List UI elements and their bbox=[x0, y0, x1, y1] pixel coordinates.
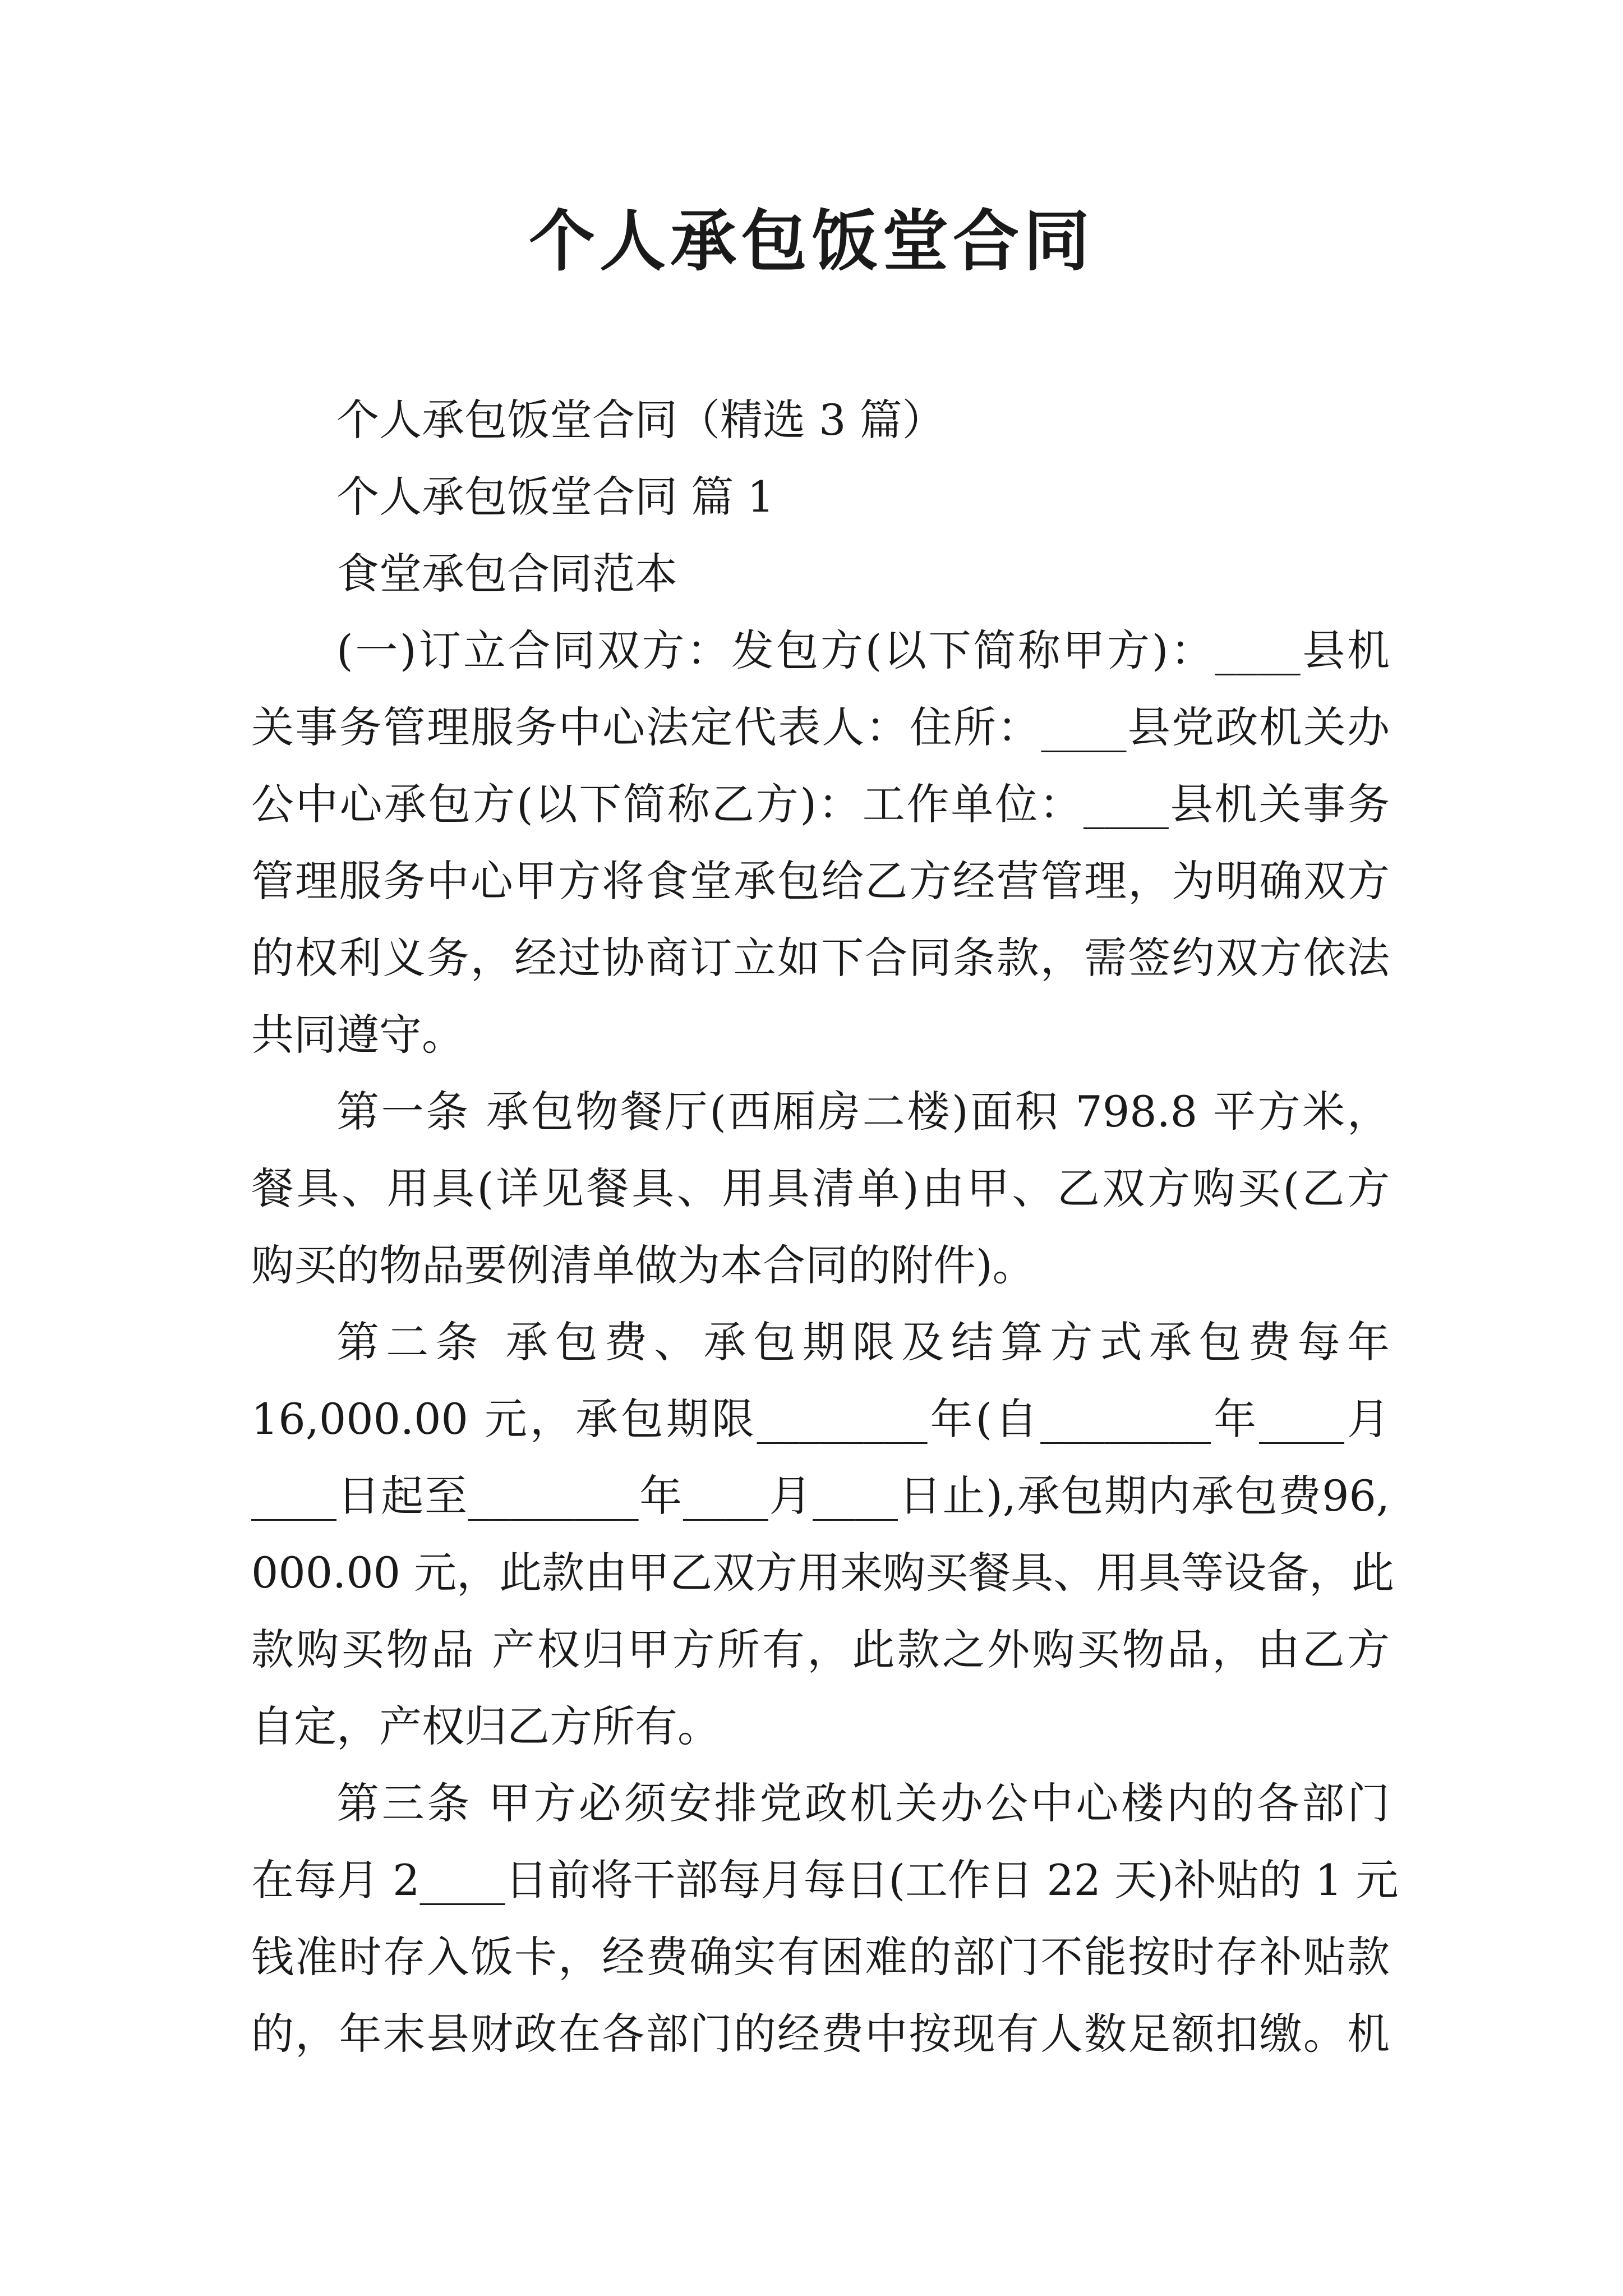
text-line: 购买的物品要例清单做为本合同的附件)。 bbox=[251, 1240, 1035, 1290]
text-line: 自定，产权归乙方所有。 bbox=[251, 1701, 720, 1751]
text-line: 餐具、用具(详见餐具、用具清单)由甲、乙双方购买(乙方 bbox=[251, 1163, 1390, 1213]
text-line: ____日起至________年____月____日止),承包期内承包费96, bbox=[251, 1471, 1390, 1521]
text-line: 共同遵守。 bbox=[251, 1010, 464, 1060]
text-line: 款购买物品 产权归甲方所有，此款之外购买物品，由乙方 bbox=[251, 1625, 1390, 1674]
document-title: 个人承包饭堂合同 bbox=[528, 202, 1094, 280]
text-line: 公中心承包方(以下简称乙方)：工作单位：____县机关事务 bbox=[251, 779, 1390, 829]
text-line: 的，年末县财政在各部门的经费中按现有人数足额扣缴。机 bbox=[251, 2009, 1390, 2059]
text-line: 关事务管理服务中心法定代表人：住所：____县党政机关办 bbox=[251, 702, 1390, 752]
text-line: 第一条 承包物餐厅(西厢房二楼)面积 798.8 平方米， bbox=[336, 1087, 1390, 1137]
text-line: 管理服务中心甲方将食堂承包给乙方经营管理，为明确双方 bbox=[251, 856, 1390, 906]
text-line: 000.00 元，此款由甲乙双方用来购买餐具、用具等设备，此 bbox=[251, 1548, 1395, 1598]
document-body bbox=[251, 381, 1399, 2072]
text-line: (一)订立合同双方：发包方(以下简称甲方)：____县机 bbox=[336, 625, 1390, 675]
text-line: 钱准时存入饭卡，经费确实有困难的部门不能按时存补贴款 bbox=[251, 1932, 1390, 1982]
text-line: 第三条 甲方必须安排党政机关办公中心楼内的各部门 bbox=[336, 1778, 1390, 1828]
text-line: 食堂承包合同范本 bbox=[336, 549, 677, 599]
text-line: 个人承包饭堂合同（精选 3 篇） bbox=[336, 395, 945, 445]
text-line: 16,000.00 元，承包期限________年(自________年____月 bbox=[251, 1394, 1390, 1444]
text-line: 的权利义务，经过协商订立如下合同条款，需签约双方依法 bbox=[251, 933, 1390, 983]
text-line: 个人承包饭堂合同 篇 1 bbox=[336, 472, 774, 522]
text-line: 第二条 承包费、承包期限及结算方式承包费每年 bbox=[336, 1317, 1390, 1367]
text-line: 在每月 2____日前将干部每月每日(工作日 22 天)补贴的 1 元 bbox=[251, 1855, 1399, 1905]
